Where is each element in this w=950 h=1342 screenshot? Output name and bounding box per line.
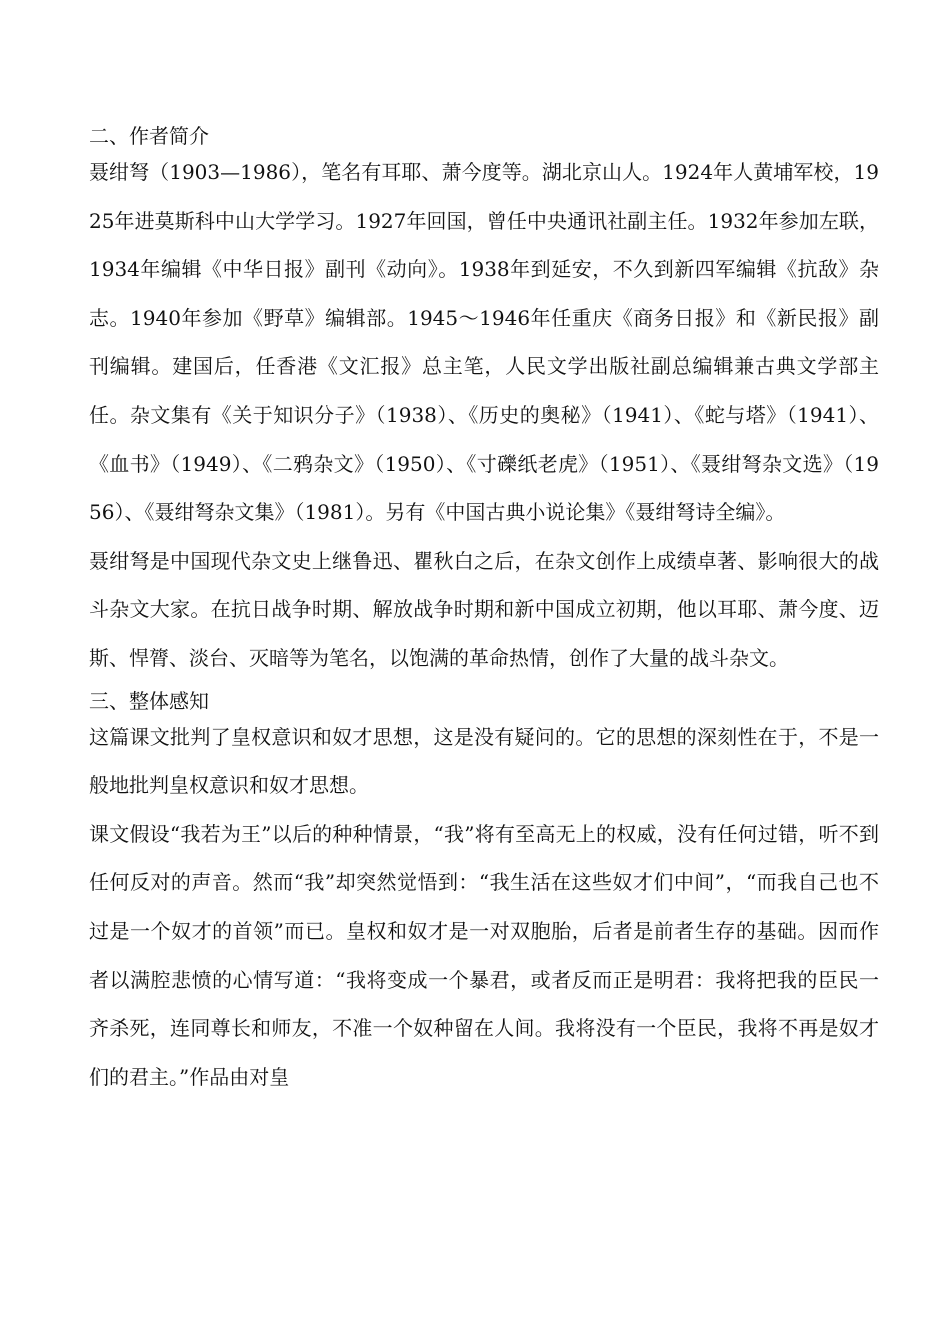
document-body (89, 118, 879, 1101)
section-heading-overall-perception: 三、整体感知 (89, 688, 209, 713)
paragraph-text-analysis: 课文假设“我若为王”以后的种种情景，“我”将有至高无上的权威，没有任何过错，听不到任何反对的声音。然而“我”却突然觉悟到：“我生活在这些奴才们中间”，“而我自己也不过是一个奴才的首领”而已。皇权和奴才是一对双胞胎，后者是前者生存的基础。因而作者以满腔悲愤的心情写道：“我将变成一个暴君，或者反而正是明君：我将把我的臣民一齐杀死，连同尊长和师友，不准一个奴种留在人间。我将没有一个臣民，我将不再是奴才们的君主。”作品由对皇 (89, 821, 879, 1089)
section-heading-author-intro: 二、作者简介 (89, 124, 209, 148)
paragraph-author-evaluation: 聂绀弩是中国现代杂文史上继鲁迅、瞿秋白之后，在杂文创作上成绩卓著、影响很大的战斗杂文大家。在抗日战争时期、解放战争时期和新中国成立初期，他以耳耶、萧今度、迈斯、悍膂、淡台、灭暗等为笔名，以饱满的革命热情，创作了大量的战斗杂文。 (89, 548, 879, 670)
paragraph-author-bio: 聂绀弩（1903—1986），笔名有耳耶、萧今度等。湖北京山人。1924年人黄埔军校，1925年进莫斯科中山大学学习。1927年回国，曾任中央通讯社副主任。1932年参加左联，1934年编辑《中华日报》副刊《动向》。1938年到延安，不久到新四军编辑《抗敌》杂志。1940年参加《野草》编辑部。1945～1946年任重庆《商务日报》和《新民报》副刊编辑。建国后，任香港《文汇报》总主笔，人民文学出版社副总编辑兼古典文学部主任。杂文集有《关于知识分子》（1938）、《历史的奥秘》（1941）、《蛇与塔》（1941）、《血书》（1949）、《二鸦杂文》（1950）、《寸礫纸老虎》（1951）、《聂绀弩杂文选》（1956）、《聂绀弩杂文集》（1981）。另有《中国古典小说论集》《聂绀弩诗全编》。 (89, 160, 879, 525)
paragraph-theme-summary: 这篇课文批判了皇权意识和奴才思想，这是没有疑问的。它的思想的深刻性在于，不是一般地批判皇权意识和奴才思想。 (89, 724, 879, 798)
